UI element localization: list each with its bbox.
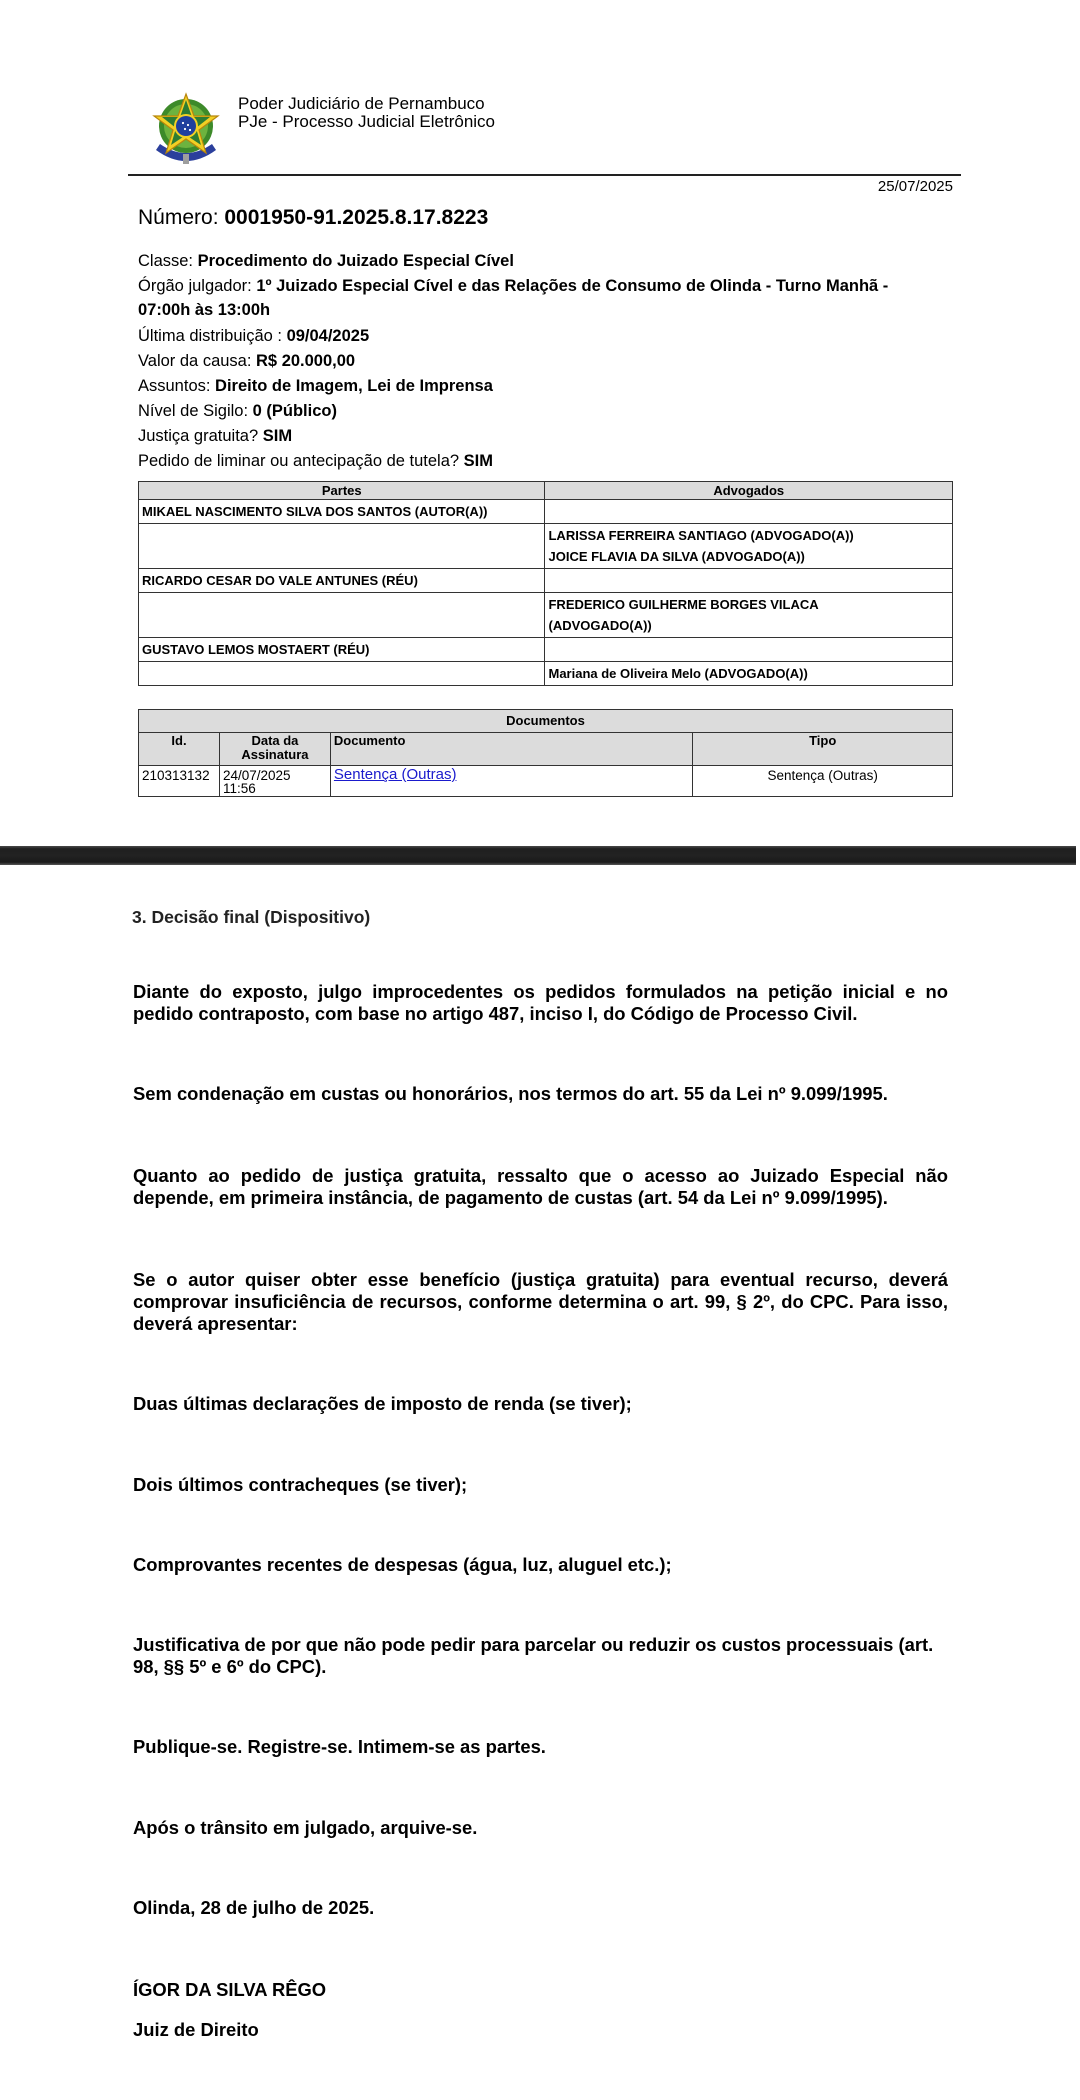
doc-date: 24/07/2025 11:56 xyxy=(219,766,330,797)
table-row xyxy=(139,500,953,524)
advogado-name: (ADVOGADO(A)) xyxy=(548,618,652,633)
process-number-value: 0001950-91.2025.8.17.8223 xyxy=(224,206,489,229)
judge-title: Juiz de Direito xyxy=(133,2019,259,2040)
field-orgao-julgador: Órgão julgador: 1º Juizado Especial Cível e das Relações de Consumo de Olinda - Turno Manhã - 07:00h às 13:00h xyxy=(138,277,889,319)
list-item: Dois últimos contracheques (se tiver); xyxy=(133,1474,468,1495)
parte-cell: RICARDO CESAR DO VALE ANTUNES (RÉU) xyxy=(139,569,545,593)
paragraph: Após o trânsito em julgado, arquive-se. xyxy=(133,1817,478,1838)
table-row xyxy=(139,569,953,593)
id-header: Id. xyxy=(139,733,220,766)
partes-header: Partes xyxy=(139,482,545,500)
header-date: 25/07/2025 xyxy=(877,178,953,195)
advogados-header: Advogados xyxy=(545,482,953,500)
field-classe: Classe: Procedimento do Juizado Especial Cível xyxy=(138,252,514,270)
advogado-name: FREDERICO GUILHERME BORGES VILACA xyxy=(548,597,819,612)
judge-name: ÍGOR DA SILVA RÊGO xyxy=(133,1979,327,2000)
tipo-header: Tipo xyxy=(693,733,953,766)
parte-cell xyxy=(139,662,545,686)
field-ultima-distribuicao: Última distribuição : 09/04/2025 xyxy=(138,327,370,345)
partes-header-row xyxy=(139,482,953,500)
document-link[interactable]: Sentença (Outras) xyxy=(333,766,457,783)
table-row xyxy=(139,593,953,638)
documentos-title: Documentos xyxy=(139,710,953,733)
field-valor-causa: Valor da causa: R$ 20.000,00 xyxy=(138,352,356,370)
system-name: PJe - Processo Judicial Eletrônico xyxy=(238,112,496,131)
page-separator xyxy=(0,846,1076,865)
parte-cell xyxy=(139,524,545,569)
list-item: Comprovantes recentes de despesas (água, luz, aluguel etc.); xyxy=(133,1554,672,1575)
doc-name-cell xyxy=(330,766,692,797)
court-name: Poder Judiciário de Pernambuco xyxy=(238,94,485,113)
list-item: Justificativa de por que não pode pedir para parcelar ou reduzir os custos processuais (art. 98, §§ 5º e 6º do CPC). xyxy=(133,1634,934,1677)
paragraph: Quanto ao pedido de justiça gratuita, ressalto que o acesso ao Juizado Especial não depende, em primeira instância, de pagamento de custas (art. 54 da Lei nº 9.099/1995). xyxy=(133,1165,948,1208)
advogado-cell xyxy=(545,593,953,638)
advogado-cell xyxy=(545,500,953,524)
data-assinatura-header: Data da Assinatura xyxy=(219,733,330,766)
field-pedido-liminar: Pedido de liminar ou antecipação de tutela? SIM xyxy=(138,452,493,470)
advogado-name: LARISSA FERREIRA SANTIAGO (ADVOGADO(A)) xyxy=(548,528,854,543)
doc-id: 210313132 xyxy=(139,766,220,797)
section-title: 3. Decisão final (Dispositivo) xyxy=(132,907,371,927)
advogado-cell xyxy=(545,524,953,569)
parte-cell: MIKAEL NASCIMENTO SILVA DOS SANTOS (AUTOR(A)) xyxy=(139,500,545,524)
field-assuntos: Assuntos: Direito de Imagem, Lei de Imprensa xyxy=(138,377,493,395)
table-row xyxy=(139,766,953,797)
brasao-emblem-icon xyxy=(146,88,226,172)
paragraph: Diante do exposto, julgo improcedentes os pedidos formulados na petição inicial e no pedido contraposto, com base no artigo 487, inciso I, do Código de Processo Civil. xyxy=(133,981,948,1024)
advogado-cell xyxy=(545,569,953,593)
partes-table xyxy=(138,481,953,686)
advogado-name: JOICE FLAVIA DA SILVA (ADVOGADO(A)) xyxy=(548,549,805,564)
table-row xyxy=(139,524,953,569)
parte-cell xyxy=(139,593,545,638)
process-number-label: Número: xyxy=(138,206,225,229)
table-row xyxy=(139,638,953,662)
header-divider xyxy=(128,174,961,176)
process-number xyxy=(138,206,488,230)
advogado-cell: Mariana de Oliveira Melo (ADVOGADO(A)) xyxy=(545,662,953,686)
documentos-table xyxy=(138,709,953,797)
field-justica-gratuita: Justiça gratuita? SIM xyxy=(138,427,293,445)
doc-tipo: Sentença (Outras) xyxy=(693,766,953,797)
advogado-cell xyxy=(545,638,953,662)
paragraph: Se o autor quiser obter esse benefício (justiça gratuita) para eventual recurso, deverá comprovar insuficiência de recursos, conforme determina o art. 99, § 2º, do CPC. Para isso, deverá apresentar: xyxy=(133,1269,948,1334)
field-nivel-sigilo: Nível de Sigilo: 0 (Público) xyxy=(138,402,337,420)
parte-cell: GUSTAVO LEMOS MOSTAERT (RÉU) xyxy=(139,638,545,662)
documentos-title-row xyxy=(139,710,953,733)
table-row xyxy=(139,662,953,686)
list-item: Duas últimas declarações de imposto de renda (se tiver); xyxy=(133,1393,632,1414)
place-date: Olinda, 28 de julho de 2025. xyxy=(133,1897,375,1918)
paragraph: Sem condenação em custas ou honorários, nos termos do art. 55 da Lei nº 9.099/1995. xyxy=(133,1083,888,1104)
documento-header: Documento xyxy=(330,733,692,766)
documentos-header-row xyxy=(139,733,953,766)
paragraph: Publique-se. Registre-se. Intimem-se as partes. xyxy=(133,1736,546,1757)
